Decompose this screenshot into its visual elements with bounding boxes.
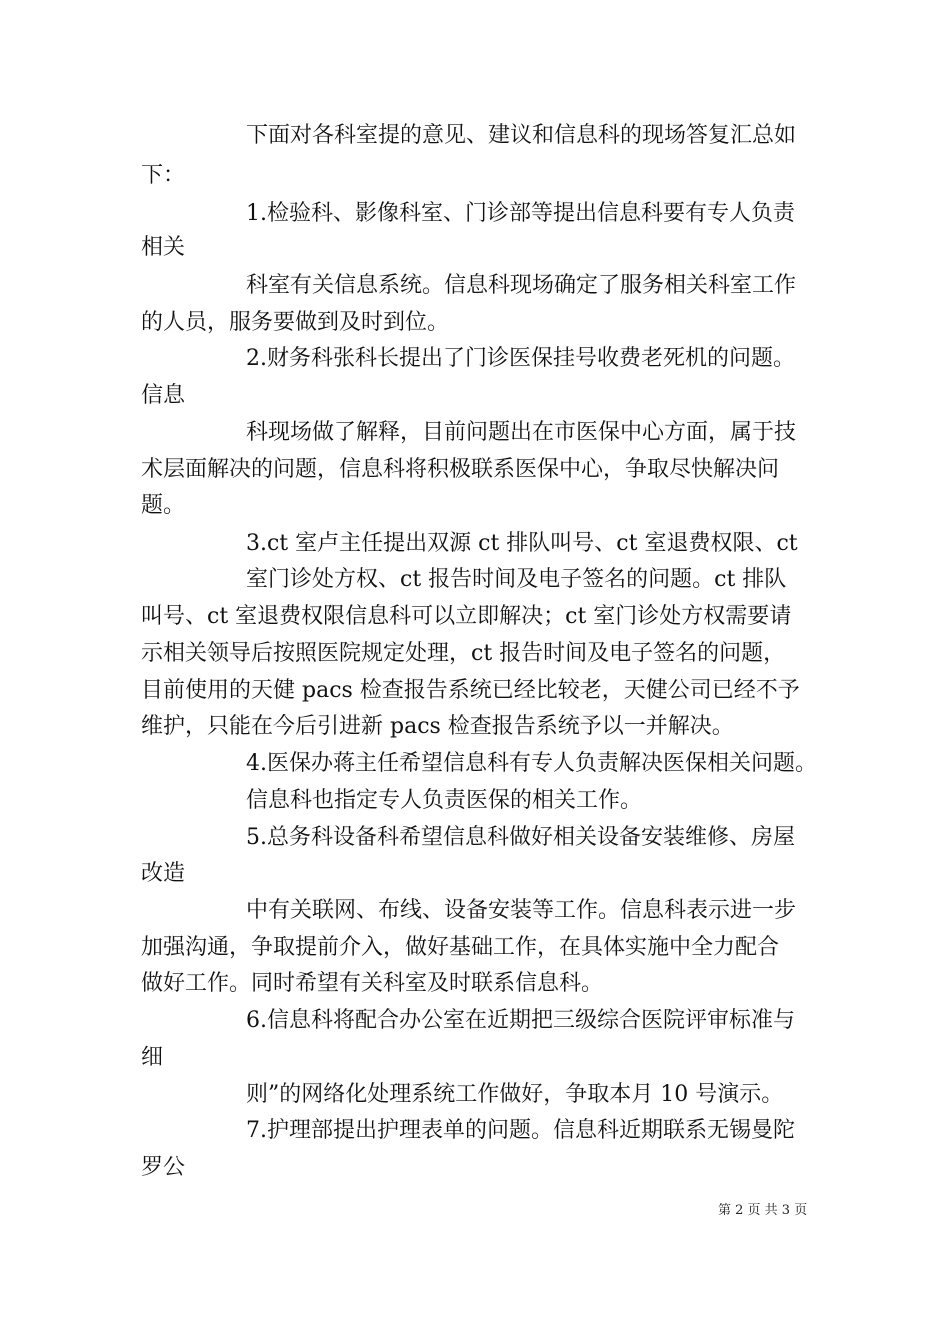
text-line: 科室有关信息系统。信息科现场确定了服务相关科室工作	[246, 273, 797, 298]
text-line: 4.医保办蒋主任希望信息科有专人负责解决医保相关问题。	[246, 751, 817, 776]
text-line: 6.信息科将配合办公室在近期把三级综合医院评审标准与	[246, 1008, 795, 1033]
text-line: 下面对各科室提的意见、建议和信息科的现场答复汇总如	[246, 123, 797, 148]
text-line: 则”的网络化处理系统工作做好，争取本月 10 号演示。	[246, 1082, 784, 1107]
text-line: 加强沟通，争取提前介入，做好基础工作，在具体实施中全力配合	[141, 935, 780, 960]
text-line: 目前使用的天健 pacs 检查报告系统已经比较老，天健公司已经不予	[141, 678, 800, 703]
text-line: 题。	[141, 493, 186, 518]
text-line: 细	[141, 1045, 164, 1070]
text-line: 维护，只能在今后引进新 pacs 检查报告系统予以一并解决。	[141, 714, 734, 739]
text-line: 下：	[141, 163, 186, 188]
text-line: 1.检验科、影像科室、门诊部等提出信息科要有专人负责	[246, 201, 795, 226]
text-line: 科现场做了解释，目前问题出在市医保中心方面，属于技	[246, 420, 797, 445]
text-line: 室门诊处方权、ct 报告时间及电子签名的问题。ct 排队	[246, 567, 787, 592]
text-line: 3.ct 室卢主任提出双源 ct 排队叫号、ct 室退费权限、ct	[246, 531, 798, 556]
text-line: 信息科也指定专人负责医保的相关工作。	[246, 788, 643, 813]
text-line: 2.财务科张科长提出了门诊医保挂号收费老死机的问题。	[246, 346, 795, 371]
text-line: 相关	[141, 235, 186, 260]
text-line: 中有关联网、布线、设备安装等工作。信息科表示进一步	[246, 898, 797, 923]
text-line: 7.护理部提出护理表单的问题。信息科近期联系无锡曼陀	[246, 1118, 795, 1143]
text-line: 信息	[141, 383, 186, 408]
text-line: 叫号、ct 室退费权限信息科可以立即解决；ct 室门诊处方权需要请	[141, 604, 792, 629]
text-line: 的人员，服务要做到及时到位。	[141, 310, 450, 335]
text-line: 罗公	[141, 1155, 186, 1180]
text-line: 做好工作。同时希望有关科室及时联系信息科。	[141, 971, 604, 996]
text-line: 改造	[141, 861, 186, 886]
text-line: 示相关领导后按照医院规定处理，ct 报告时间及电子签名的问题，	[141, 641, 786, 666]
text-line: 术层面解决的问题，信息科将积极联系医保中心，争取尽快解决问	[141, 457, 780, 482]
page-number-footer: 第 2 页 共 3 页	[718, 1203, 808, 1218]
text-line: 5.总务科设备科希望信息科做好相关设备安装维修、房屋	[246, 825, 795, 850]
